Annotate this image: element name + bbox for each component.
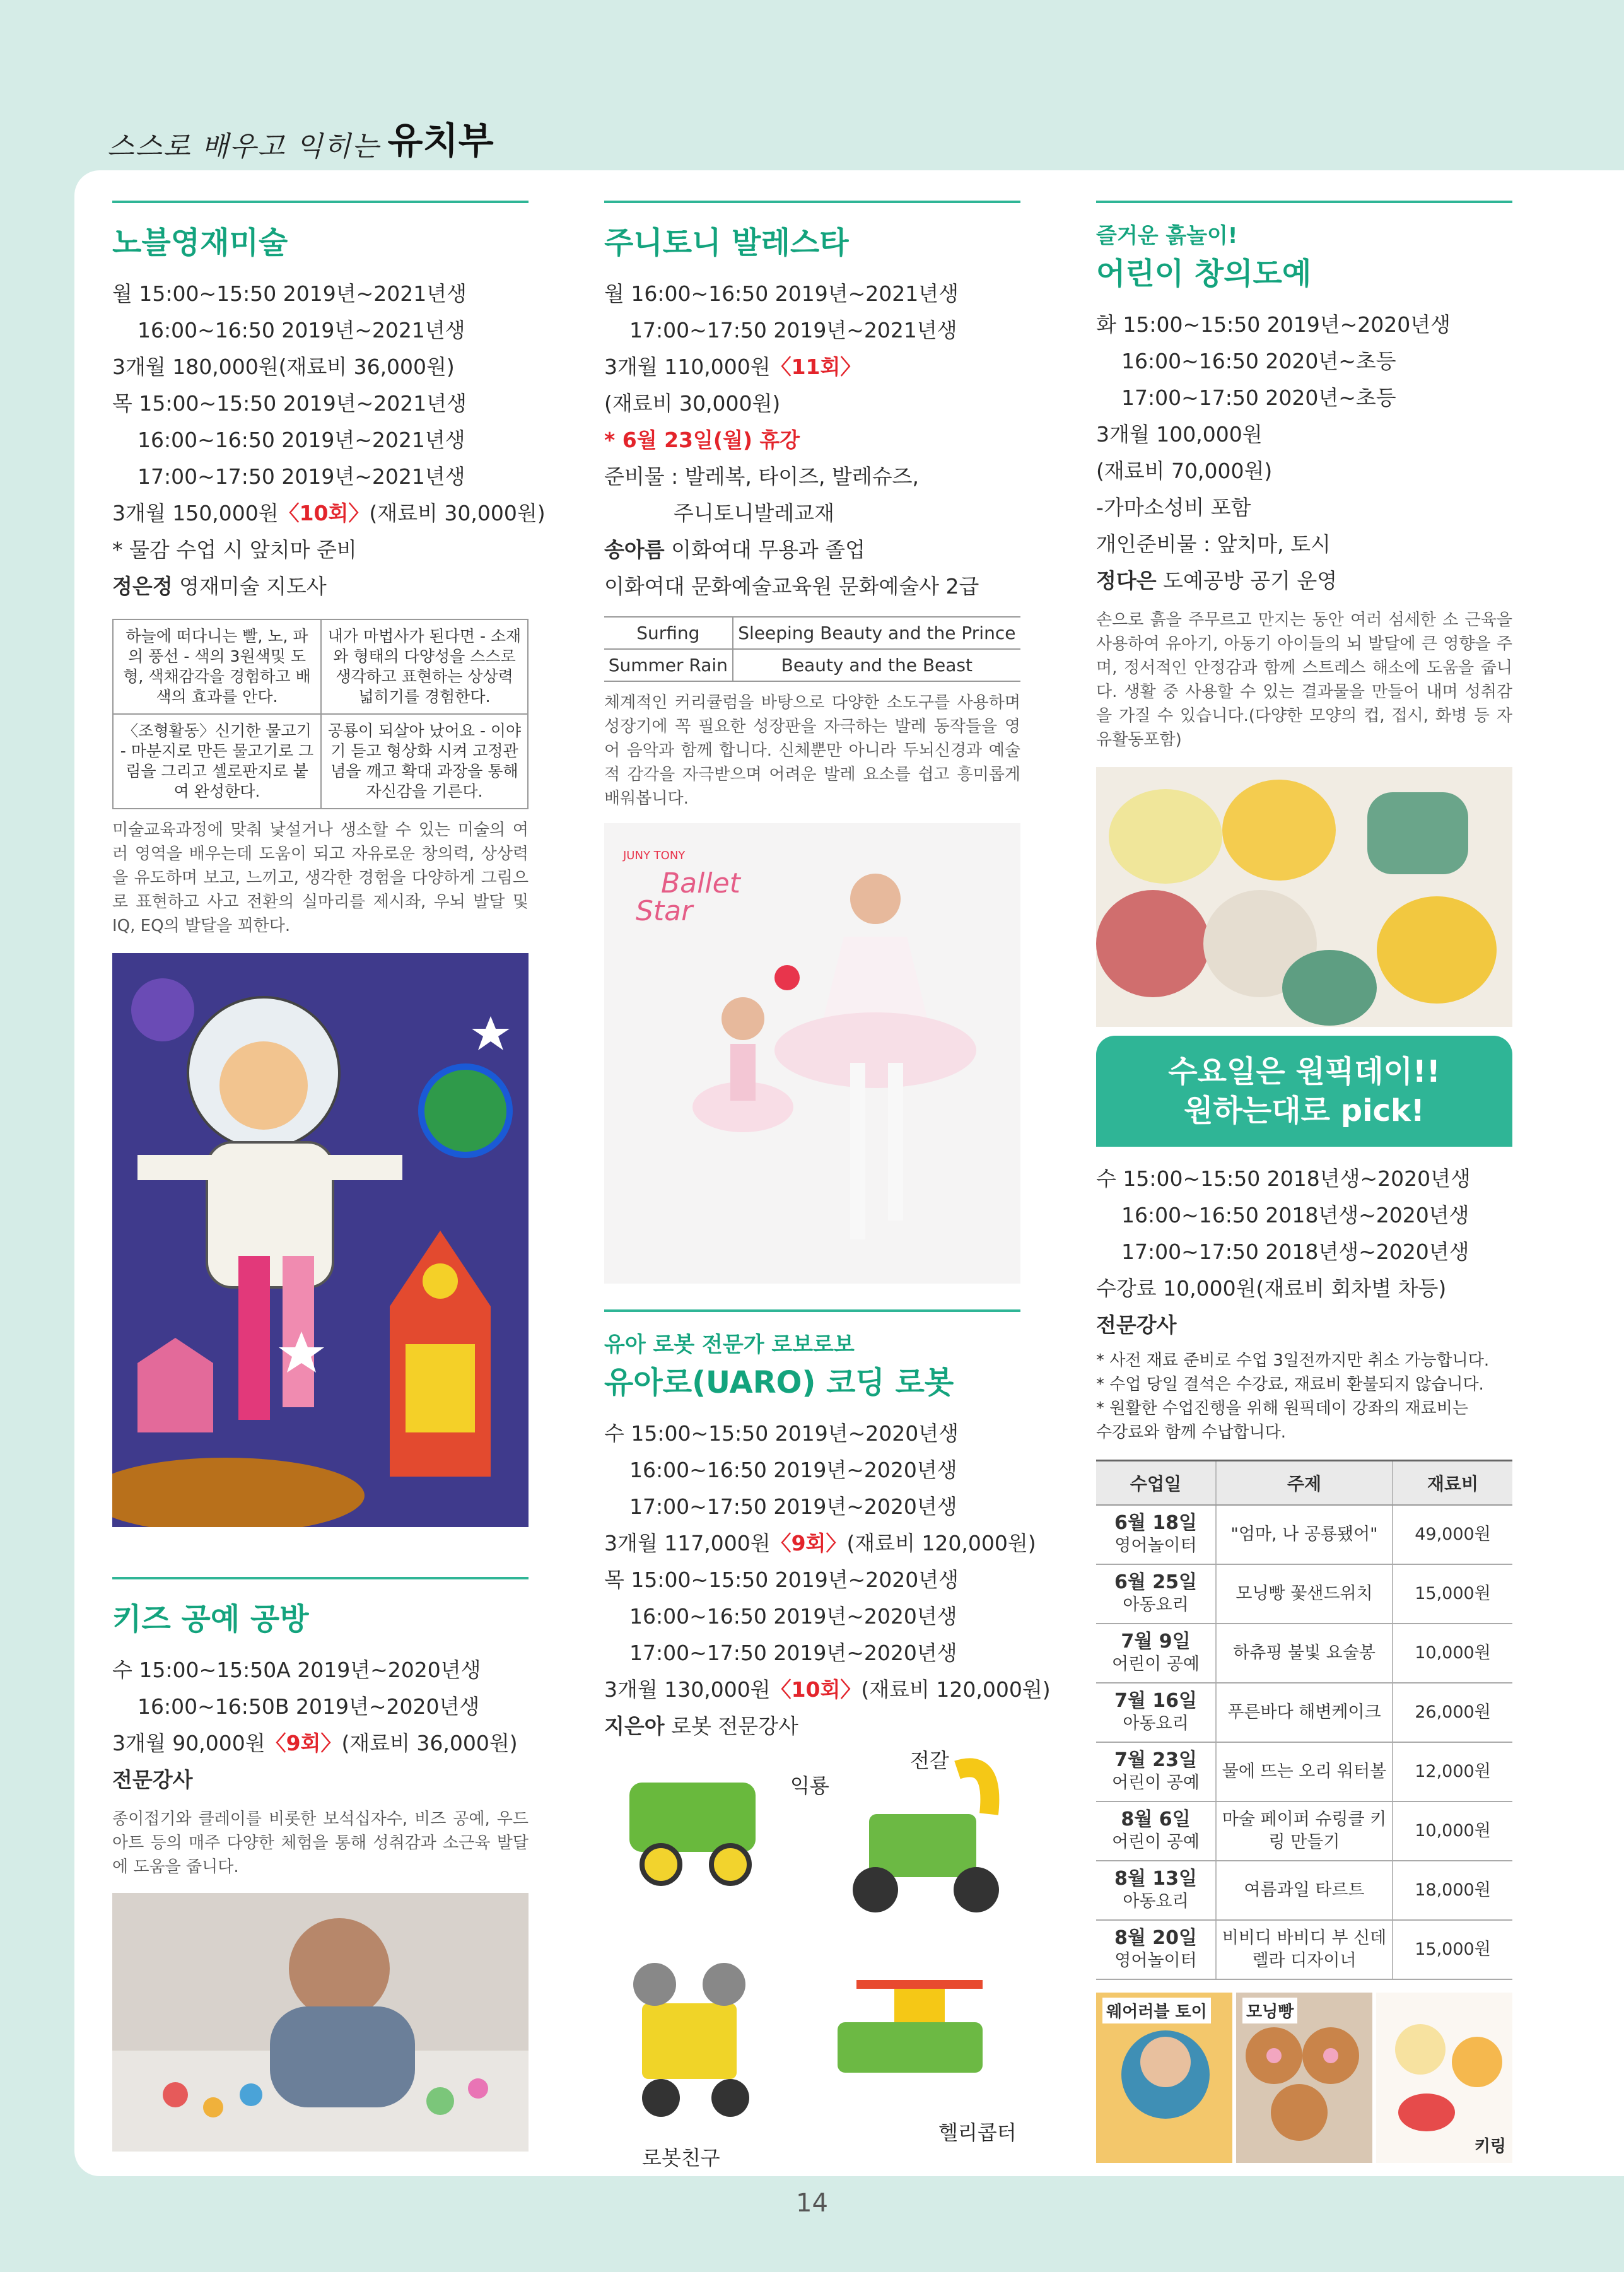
note: * 물감 수업 시 앞치마 준비 (112, 537, 357, 562)
fee-cell: 18,000원 (1393, 1861, 1512, 1920)
section-title: 어린이 창의도예 (1096, 256, 1312, 291)
divider (112, 201, 529, 203)
astronaut-drawing-image (112, 953, 529, 1527)
section-subtitle: 즐거운 흙놀이! (1096, 223, 1238, 249)
song-cell: Sleeping Beauty and the Prince (733, 617, 1020, 649)
fee-line: 3개월 117,000원〈9회〉(재료비 120,000원) (604, 1531, 1036, 1555)
wearable-toy-photo (1096, 1993, 1232, 2163)
instructor: 송아름 이화여대 무용과 졸업 (604, 537, 866, 562)
table-row (1096, 1801, 1512, 1861)
ceramic-plates-photo (1096, 767, 1512, 1027)
song-cell: Summer Rain (604, 649, 733, 681)
instructor: 정다은 도예공방 공기 운영 (1096, 568, 1338, 593)
prep-list: 주니토니발레교재 (674, 501, 835, 525)
note-line: 수강료와 함께 수납합니다. (1096, 1423, 1287, 1442)
fee-line: 3개월 130,000원〈10회〉(재료비 120,000원) (604, 1677, 1051, 1702)
schedule-line: 17:00~17:50 2019년~2021년생 (137, 464, 465, 489)
date-cell: 8월 6일 어린이 공예 (1096, 1801, 1216, 1861)
art-section (112, 201, 546, 1527)
robot-label: 익룡 (790, 1774, 829, 1798)
notes (1096, 1349, 1512, 1444)
schedule-line: 17:00~17:50 2018년생~2020년생 (1121, 1239, 1469, 1264)
topic-cell: 비비디 바비디 부 신데렐라 디자이너 (1216, 1920, 1393, 1979)
robot-section (604, 1309, 1051, 2174)
material-fee: (재료비 30,000원) (604, 391, 781, 416)
song-cell: Surfing (604, 617, 733, 649)
photo-label: 키링 (1474, 2137, 1506, 2156)
keyring-photo (1376, 1993, 1512, 2163)
instructor-credential: 이화여대 문화예술교육원 문화예술사 2급 (604, 574, 979, 599)
fee-line: 3개월 150,000원〈10회〉(재료비 30,000원) (112, 501, 546, 525)
note-line: * 원활한 수업진행을 위해 원픽데이 강좌의 재료비는 (1096, 1399, 1469, 1418)
grid-cell: 내가 마법사가 된다면 - 소재와 형태의 다양성을 스스로 생각하고 표현하는 상상력 넓히기를 경험한다. (321, 619, 528, 714)
grid-cell: 공룡이 되살아 났어요 - 이야기 듣고 형상화 시켜 고정관념을 깨고 확대 과장을 통해 자신감을 기른다. (321, 714, 528, 809)
topic-cell: 푸른바다 해변케이크 (1216, 1683, 1393, 1742)
schedule-line: 16:00~16:50 2019년~2020년생 (629, 1604, 957, 1629)
fee-cell: 10,000원 (1393, 1801, 1512, 1861)
section-title: 주니토니 발레스타 (604, 225, 849, 261)
schedule-line: 16:00~16:50 2019년~2021년생 (137, 318, 465, 343)
fee-cell: 15,000원 (1393, 1920, 1512, 1979)
fee-cell: 10,000원 (1393, 1624, 1512, 1683)
section-title: 유아로(UARO) 코딩 로봇 (604, 1365, 954, 1400)
header-script: 스스로 배우고 익히는 (107, 131, 380, 163)
schedule-line: 16:00~16:50 2018년생~2020년생 (1121, 1203, 1469, 1227)
schedule-line: 17:00~17:50 2020년~초등 (1121, 385, 1396, 410)
table-row (1096, 1505, 1512, 1564)
schedule (604, 276, 1020, 349)
grid-cell: 하늘에 떠다니는 빨, 노, 파의 풍선 - 색의 3원색및 도형, 색채감각을 경험하고 배색의 효과를 안다. (113, 619, 321, 714)
date-cell: 7월 9일 어린이 공예 (1096, 1624, 1216, 1683)
schedule-line: 목 15:00~15:50 2019년~2020년생 (604, 1567, 959, 1592)
col-header: 주제 (1216, 1461, 1393, 1506)
schedule-line: 수강료 10,000원(재료비 회차별 차등) (1096, 1276, 1447, 1301)
section-title: 노블영재미술 (112, 225, 288, 261)
topic-cell: 마술 페이퍼 슈링클 키링 만들기 (1216, 1801, 1393, 1861)
fee-line: 3개월 90,000원〈9회〉(재료비 36,000원) (112, 1731, 518, 1755)
schedule (604, 1562, 1020, 1672)
table-row (1096, 1683, 1512, 1742)
table-row (1096, 1861, 1512, 1920)
table-row (1096, 1624, 1512, 1683)
ballet-star-logo: JUNY TONY Ballet Star (623, 849, 740, 927)
schedule-line: 16:00~16:50 2019년~2021년생 (137, 428, 465, 452)
schedule (1096, 1161, 1512, 1307)
divider (604, 201, 1020, 203)
date-cell: 6월 18일 영어놀이터 (1096, 1505, 1216, 1564)
robot-label: 헬리콥터 (938, 2121, 1017, 2145)
schedule-line: 수 15:00~15:50 2018년생~2020년생 (1096, 1166, 1471, 1191)
schedule (604, 1415, 1020, 1525)
photo-label: 웨어러블 토이 (1102, 1998, 1211, 2023)
schedule-line: 수 15:00~15:50A 2019년~2020년생 (112, 1658, 481, 1682)
description: 미술교육과정에 맞춰 낯설거나 생소할 수 있는 미술의 여러 영역을 배우는데 도움이 되고 자유로운 창의력, 상상력을 유도하며 보고, 느끼고, 생각한 경험을 다양하게 그림으로 표현하고 사고 전환의 실마리를 제시좌, 우뇌 발달 및 IQ, EQ의 발달을 꾀한다. (112, 821, 529, 935)
page-header (107, 95, 494, 164)
date-cell: 8월 20일 영어놀이터 (1096, 1920, 1216, 1979)
robot-gallery (604, 1745, 1020, 2174)
description: 손으로 흙을 주무르고 만지는 동안 여러 섬세한 소 근육을 사용하여 유아기, 아동기 아이들의 뇌 발달에 큰 영향을 주며, 정서적인 안정감과 함께 스트레스 해소에 도움을 줍니다. 생활 중 사용할 수 있는 결과물을 만들어 내며 성취감을 가질 수 있습니다.(다양한 모양의 컵, 접시, 화병 등 자유활동포함) (1096, 611, 1512, 749)
instructor: 전문강사 (112, 1767, 193, 1792)
schedule (1096, 307, 1512, 563)
topic-cell: 모닝빵 꽃샌드위치 (1216, 1564, 1393, 1624)
table-row (1096, 1564, 1512, 1624)
schedule-line: 16:00~16:50 2019년~2020년생 (629, 1458, 957, 1482)
holiday-notice: * 6월 23일(월) 휴강 (604, 428, 800, 452)
schedule-line: (재료비 70,000원) (1096, 459, 1273, 483)
topic-cell: "엄마, 나 공룡됐어" (1216, 1505, 1393, 1564)
fee-cell: 26,000원 (1393, 1683, 1512, 1742)
table-row (1096, 1742, 1512, 1801)
schedule-table (1096, 1460, 1512, 1980)
date-cell: 7월 23일 어린이 공예 (1096, 1742, 1216, 1801)
fee-cell: 49,000원 (1393, 1505, 1512, 1564)
page-number: 14 (796, 2189, 828, 2218)
pick-photos (1096, 1993, 1512, 2163)
divider (1096, 201, 1512, 203)
table-row (1096, 1920, 1512, 1979)
note-line: * 수업 당일 결석은 수강료, 재료비 환불되지 않습니다. (1096, 1375, 1484, 1394)
topic-cell: 물에 뜨는 오리 워터볼 (1216, 1742, 1393, 1801)
topic-cell: 하츄핑 불빛 요술봉 (1216, 1624, 1393, 1683)
date-cell: 7월 16일 아동요리 (1096, 1683, 1216, 1742)
divider (112, 1577, 529, 1579)
craft-section (112, 1577, 529, 2152)
divider (604, 1309, 1020, 1312)
col-header: 수업일 (1096, 1461, 1216, 1506)
fee-cell: 12,000원 (1393, 1742, 1512, 1801)
schedule-line: 목 15:00~15:50 2019년~2021년생 (112, 391, 467, 416)
date-cell: 6월 25일 아동요리 (1096, 1564, 1216, 1624)
schedule (112, 276, 529, 495)
col-header: 재료비 (1393, 1461, 1512, 1506)
pick-section (1096, 1036, 1512, 2163)
schedule (112, 1652, 529, 1725)
photo-label: 모닝빵 (1242, 1998, 1297, 2023)
schedule-line: 화 15:00~15:50 2019년~2020년생 (1096, 312, 1451, 337)
fee-cell: 15,000원 (1393, 1564, 1512, 1624)
schedule-line: -가마소성비 포함 (1096, 495, 1251, 520)
instructor: 정은정 영재미술 지도사 (112, 574, 327, 599)
date-cell: 8월 13일 아동요리 (1096, 1861, 1216, 1920)
fee-line: 3개월 110,000원〈11회〉 (604, 354, 862, 379)
schedule-line: 월 16:00~16:50 2019년~2021년생 (604, 281, 959, 306)
schedule-line: 17:00~17:50 2019년~2020년생 (629, 1494, 957, 1519)
schedule-line: 17:00~17:50 2019년~2021년생 (629, 318, 957, 343)
ballet-section (604, 201, 1020, 1284)
robot-label: 로봇친구 (642, 2146, 720, 2170)
grid-cell: 〈조형활동〉신기한 물고기 - 마분지로 만든 물고기로 그림을 그리고 셀로판지로 붙여 완성한다. (113, 714, 321, 809)
instructor: 지은아 로봇 전문강사 (604, 1714, 798, 1738)
curriculum-grid (112, 619, 529, 809)
header-title: 유치부 (387, 119, 494, 162)
instructor: 전문강사 (1096, 1313, 1177, 1337)
description: 체계적인 커리큘럼을 바탕으로 다양한 소도구를 사용하며 성장기에 꼭 필요한 성장판을 자극하는 발레 동작들을 영어 음악과 함께 합니다. 신체뿐만 아니라 두뇌신경과 예술적 감각을 자극받으며 어려운 발레 요소를 쉽고 흥미롭게 배워봅니다. (604, 693, 1020, 808)
description: 종이접기와 클레이를 비롯한 보석십자수, 비즈 공예, 우드아트 등의 매주 다양한 체험을 통해 성취감과 소근육 발달에 도움을 줍니다. (112, 1810, 529, 1877)
song-table (604, 616, 1020, 682)
section-title: 키즈 공예 공방 (112, 1602, 309, 1637)
prep-list: 준비물 : 발레복, 타이즈, 발레슈즈, (604, 464, 919, 489)
schedule-line: 수 15:00~15:50 2019년~2020년생 (604, 1421, 959, 1446)
schedule-line: 월 15:00~15:50 2019년~2021년생 (112, 281, 467, 306)
clay-craft-photo (112, 1893, 529, 2152)
schedule-line: 개인준비물 : 앞치마, 토시 (1096, 532, 1331, 556)
note-line: * 사전 재료 준비로 수업 3일전까지만 취소 가능합니다. (1096, 1351, 1490, 1370)
schedule-line: 16:00~16:50B 2019년~2020년생 (137, 1694, 480, 1719)
robot-label: 전갈 (910, 1748, 949, 1772)
section-subtitle: 유아 로봇 전문가 로보로보 (604, 1332, 855, 1357)
schedule-line: 16:00~16:50 2020년~초등 (1121, 349, 1396, 373)
ballet-photo (604, 823, 1020, 1284)
schedule-line: 3개월 180,000원(재료비 36,000원) (112, 354, 455, 379)
ceramic-section (1096, 201, 1512, 1027)
topic-cell: 여름과일 타르트 (1216, 1861, 1393, 1920)
schedule-line: 17:00~17:50 2019년~2020년생 (629, 1641, 957, 1665)
schedule-line: 3개월 100,000원 (1096, 422, 1263, 447)
morning-bread-photo (1236, 1993, 1372, 2163)
song-cell: Beauty and the Beast (733, 649, 1020, 681)
pick-banner: 수요일은 원픽데이!! 원하는대로 pick! (1096, 1036, 1512, 1147)
